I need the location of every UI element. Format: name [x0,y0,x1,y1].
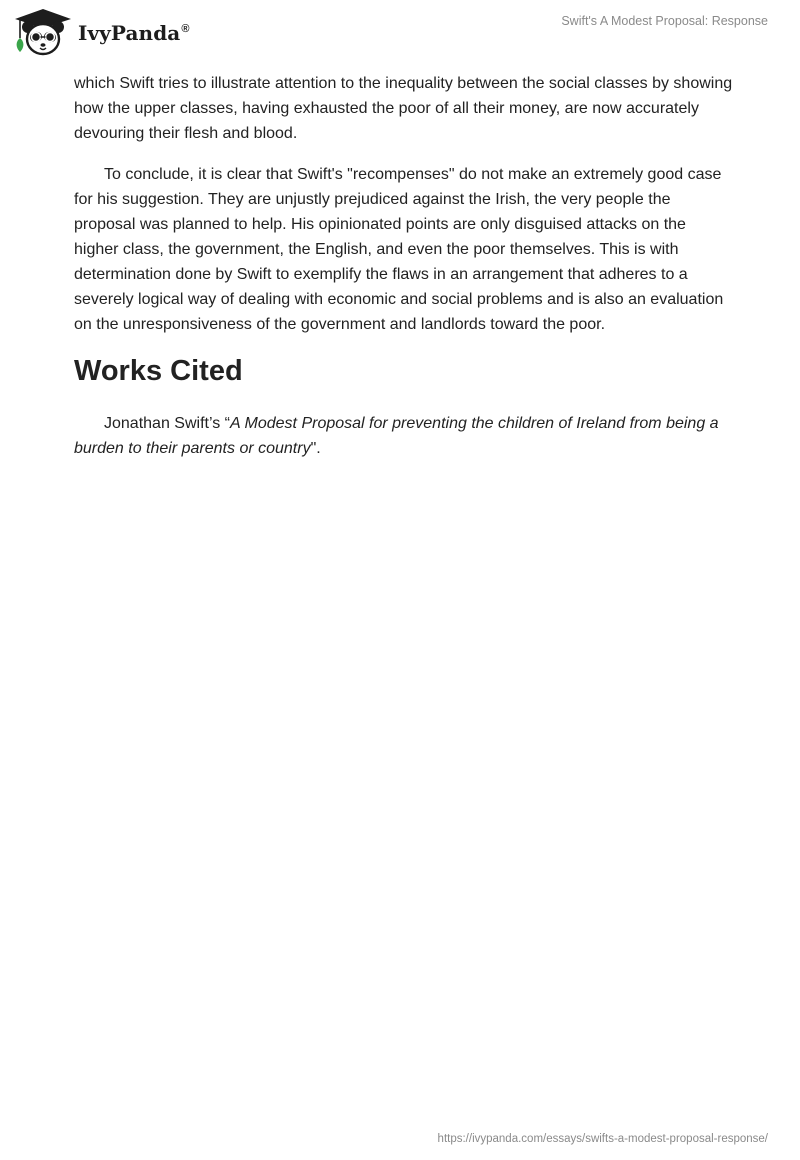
body-paragraph: which Swift tries to illustrate attention to the inequality between the social classes by showing how the upper classes, having exhausted the poor of all their money, are now accurately devouring their flesh and blood. [74,75,733,142]
citation-author: Jonathan Swift’s “ [104,415,230,432]
conclusion-paragraph: To conclude, it is clear that Swift's "recompenses" do not make an extremely good case for his suggestion. They are unjustly prejudiced against the Irish, the very people the proposal was planned to help. His opinionated points are only disguised attacks on the higher class, the government, the English, and even the poor themselves. This is with determination done by Swift to exemplify the flaws in an arrangement that adheres to a severely logical way of dealing with economic and social problems and is also an evaluation on the unresponsiveness of the government and landlords toward the poor. [74,166,724,333]
citation-closing: ". [310,440,321,457]
citation-title: A Modest Proposal for preventing the children of Ireland from being a burden to their parents or country [74,415,719,457]
works-cited-heading: Works Cited [74,355,243,387]
running-title: Swift's A Modest Proposal: Response [561,14,768,28]
logo-wordmark: IvyPanda® [78,21,190,45]
registered-mark: ® [181,23,190,35]
source-url-link[interactable]: https://ivypanda.com/essays/swifts-a-modest-proposal-response/ [437,1133,768,1145]
panda-logo-icon [14,8,72,56]
citation-entry [74,411,734,461]
page-header [0,0,800,60]
ivypanda-logo[interactable] [14,8,190,56]
essay-content [74,71,734,477]
